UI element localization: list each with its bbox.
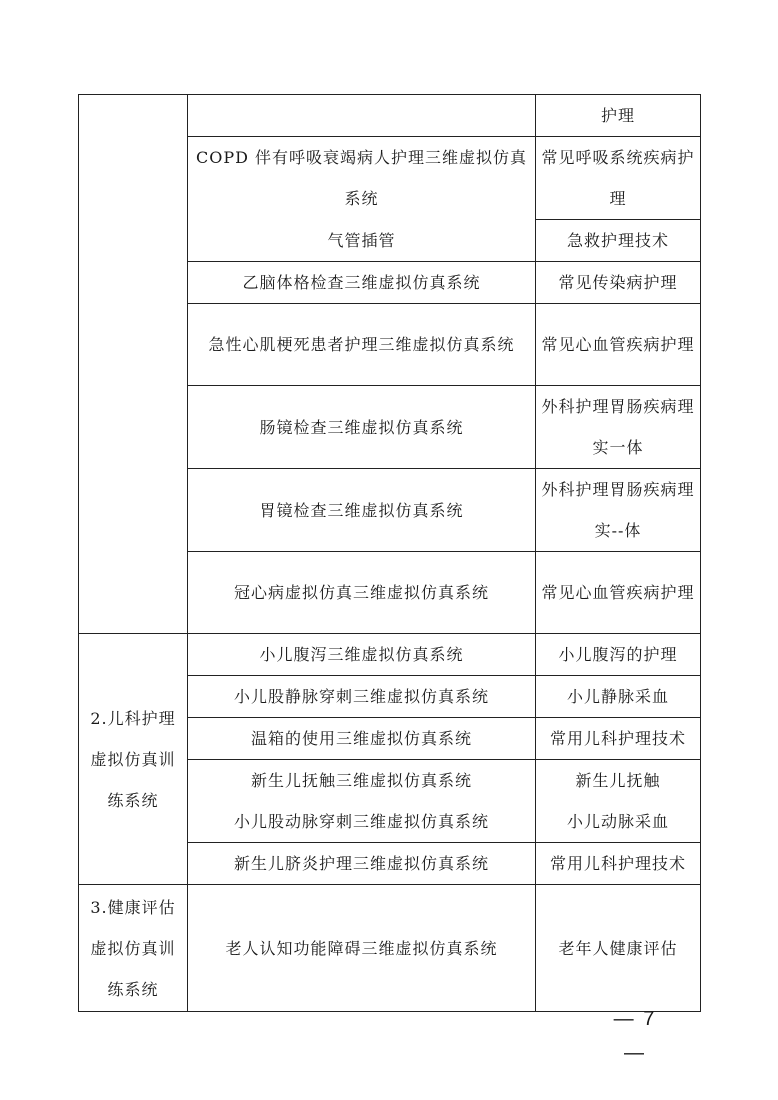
- course-cell: 常见心血管疾病护理: [536, 304, 701, 386]
- system-cell: 新生儿脐炎护理三维虚拟仿真系统: [188, 843, 536, 885]
- system-cell: 胃镜检查三维虚拟仿真系统: [188, 469, 536, 552]
- course-cell: 常见传染病护理: [536, 262, 701, 304]
- table-row: [79, 95, 701, 137]
- system-cell: 小儿股动脉穿刺三维虚拟仿真系统: [188, 801, 536, 843]
- system-cell: 温箱的使用三维虚拟仿真系统: [188, 718, 536, 760]
- course-cell: 常见呼吸系统疾病护理: [536, 137, 701, 220]
- course-cell: 急救护理技术: [536, 220, 701, 262]
- course-cell: 小儿静脉采血: [536, 676, 701, 718]
- system-cell: 肠镜检查三维虚拟仿真系统: [188, 386, 536, 469]
- system-cell: 气管插管: [188, 220, 536, 262]
- course-cell: 小儿腹泻的护理: [536, 634, 701, 676]
- system-cell: [188, 95, 536, 137]
- category-cell-health-assessment: 3.健康评估虚拟仿真训练系统: [79, 885, 188, 1012]
- system-cell: 冠心病虚拟仿真三维虚拟仿真系统: [188, 552, 536, 634]
- course-cell: 常见心血管疾病护理: [536, 552, 701, 634]
- course-cell: 小儿动脉采血: [536, 801, 701, 843]
- system-cell: 老人认知功能障碍三维虚拟仿真系统: [188, 885, 536, 1012]
- system-cell: 小儿股静脉穿刺三维虚拟仿真系统: [188, 676, 536, 718]
- course-cell: 外科护理胃肠疾病理实一体: [536, 386, 701, 469]
- course-cell: 外科护理胃肠疾病理实--体: [536, 469, 701, 552]
- table-row: [79, 634, 701, 676]
- system-cell: 小儿腹泻三维虚拟仿真系统: [188, 634, 536, 676]
- page-number: — 7 —: [613, 1008, 657, 1064]
- course-cell: 常用儿科护理技术: [536, 843, 701, 885]
- category-cell-continued: [79, 95, 188, 634]
- course-cell: 老年人健康评估: [536, 885, 701, 1012]
- course-cell: 常用儿科护理技术: [536, 718, 701, 760]
- table-row: [79, 885, 701, 1012]
- system-cell: COPD 伴有呼吸衰竭病人护理三维虚拟仿真系统: [188, 137, 536, 220]
- course-cell: 新生儿抚触: [536, 760, 701, 802]
- system-cell: 乙脑体格检查三维虚拟仿真系统: [188, 262, 536, 304]
- course-cell: 护理: [536, 95, 701, 137]
- system-cell: 急性心肌梗死患者护理三维虚拟仿真系统: [188, 304, 536, 386]
- document-table: [78, 94, 701, 1012]
- category-cell-pediatric: 2.儿科护理虚拟仿真训练系统: [79, 634, 188, 885]
- system-cell: 新生儿抚触三维虚拟仿真系统: [188, 760, 536, 802]
